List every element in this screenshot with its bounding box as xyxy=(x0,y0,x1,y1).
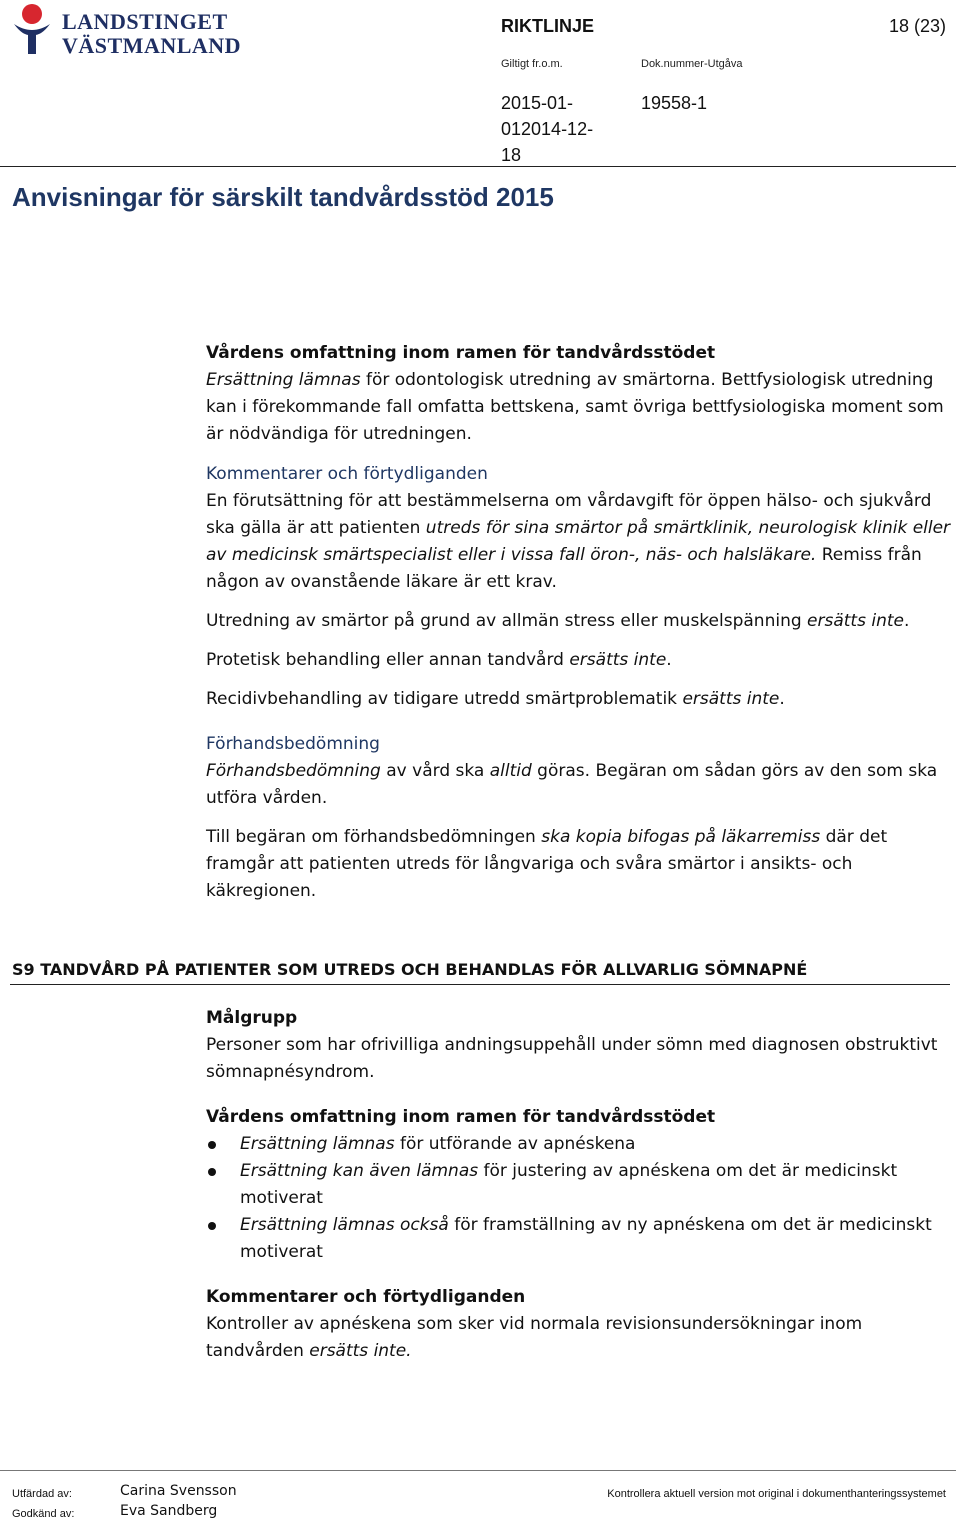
issued-label: Utfärdad av: xyxy=(12,1488,72,1500)
bullet-icon xyxy=(208,1168,216,1176)
bullet-icon xyxy=(208,1222,216,1230)
s9-scope-list xyxy=(206,1131,951,1266)
doc-number: 19558-1 xyxy=(641,93,708,113)
bullet-italic: Ersättning lämnas också xyxy=(240,1215,449,1235)
scope-heading: Vårdens omfattning inom ramen för tandvårdsstödet xyxy=(206,343,716,363)
prior-assessment-paragraph-1 xyxy=(206,758,951,812)
c4-end: . xyxy=(779,689,785,709)
bullet-rest: för framställning av ny apnéskena om det är medicinskt motiverat xyxy=(240,1215,932,1262)
valid-date-line2: 012014-12- xyxy=(501,119,594,139)
target-text: Personer som har ofrivilliga andningsuppehåll under sömn med diagnosen obstruktivt sömnapnésyndrom. xyxy=(206,1035,938,1082)
approved-name: Eva Sandberg xyxy=(120,1503,218,1519)
s9-comment-plain: Kontroller av apnéskena som sker vid normala revisionsundersökningar inom tandvården xyxy=(206,1314,863,1361)
s9-comment-paragraph xyxy=(206,1311,951,1365)
approved-label: Godkänd av: xyxy=(12,1508,75,1520)
scope-paragraph xyxy=(206,367,951,448)
valid-from-label: Giltigt fr.o.m. xyxy=(501,58,563,70)
bullet-italic: Ersättning lämnas xyxy=(240,1134,395,1154)
comment-paragraph-4 xyxy=(206,686,951,713)
p2-plain: Till begäran om förhandsbedömningen xyxy=(206,827,542,847)
p2-end: där det framgår att patienten utreds för långvariga och svåra smärtor i ansikts- och käkregionen. xyxy=(206,827,888,901)
target-heading: Målgrupp xyxy=(206,1008,298,1028)
c4-plain: Recidivbehandling av tidigare utredd smärtproblematik xyxy=(206,689,683,709)
logo-emblem-icon xyxy=(10,2,56,56)
c2-end: . xyxy=(903,611,910,631)
valid-date xyxy=(501,90,593,168)
list-item xyxy=(206,1212,951,1266)
p1-mid: av vård ska xyxy=(380,761,490,781)
logo-line1: LANDSTINGET xyxy=(62,9,228,34)
c2-italic: ersätts inte xyxy=(807,611,904,631)
valid-date-line3: 18 xyxy=(501,145,522,165)
c3-italic: ersätts inte xyxy=(569,650,667,670)
c3-end: . xyxy=(666,650,672,670)
bullet-rest: för justering av apnéskena om det är medicinskt motiverat xyxy=(240,1161,898,1208)
scope-rest: för odontologisk utredning av smärtorna. Bettfysiologisk utredning kan i förekommande fall omfatta bettskena, samt övriga bettfysiologiska moment som är nödvändiga för utredningen. xyxy=(206,370,944,444)
bullet-italic: Ersättning kan även lämnas xyxy=(240,1161,479,1181)
p1-end: göras. Begäran om sådan görs av den som ska utföra vården. xyxy=(206,761,938,808)
p1-italic2: alltid xyxy=(489,761,532,781)
valid-date-line1: 2015-01- xyxy=(501,93,574,113)
s9-scope-heading: Vårdens omfattning inom ramen för tandvårdsstödet xyxy=(206,1107,716,1127)
version-notice: Kontrollera aktuell version mot original i dokumenthanteringssystemet xyxy=(607,1488,946,1500)
footer-rule xyxy=(0,1470,956,1471)
prior-assessment-paragraph-2 xyxy=(206,824,951,905)
header-rule xyxy=(0,166,956,167)
prior-assessment-heading: Förhandsbedömning xyxy=(206,734,380,754)
logo-line2: VÄSTMANLAND xyxy=(62,33,242,58)
s9-body xyxy=(206,1005,951,1365)
list-item xyxy=(206,1158,951,1212)
page-title: Anvisningar för särskilt tandvårdsstöd 2015 xyxy=(12,182,554,212)
c2-plain: Utredning av smärtor på grund av allmän stress eller muskelspänning xyxy=(206,611,808,631)
comment-paragraph-3 xyxy=(206,647,951,674)
prev-section xyxy=(206,340,951,905)
c4-italic: ersätts inte xyxy=(682,689,780,709)
docnum-label: Dok.nummer-Utgåva xyxy=(641,58,743,70)
scope-italic: Ersättning lämnas xyxy=(206,370,361,390)
comments-heading: Kommentarer och förtydliganden xyxy=(206,464,488,484)
c1-italic: utreds för sina smärtor på smärtklinik, neurologisk klinik eller av medicinsk smärtspecialist eller i vissa fall öron-, näs- och halsläkare. xyxy=(206,518,951,565)
s9-comments-heading: Kommentarer och förtydliganden xyxy=(206,1287,526,1307)
s9-title: S9 TANDVÅRD PÅ PATIENTER SOM UTREDS OCH BEHANDLAS FÖR ALLVARLIG SÖMNAPNÉ xyxy=(12,960,808,979)
comment-paragraph-2 xyxy=(206,608,951,635)
c1-plain: En förutsättning för att bestämmelserna om vårdavgift för öppen hälso- och sjukvård ska gälla är att patienten xyxy=(206,491,932,538)
p1-italic: Förhandsbedömning xyxy=(206,761,381,781)
bullet-icon xyxy=(208,1141,216,1149)
logo xyxy=(10,2,242,60)
page-number: 18 (23) xyxy=(888,16,946,36)
s9-rule xyxy=(10,984,950,985)
issued-name: Carina Svensson xyxy=(120,1483,237,1499)
s9-comment-italic: ersätts inte. xyxy=(309,1341,412,1361)
p2-italic: ska kopia bifogas på läkarremiss xyxy=(541,827,821,847)
comment-paragraph-1 xyxy=(206,488,951,596)
bullet-rest: för utförande av apnéskena xyxy=(394,1134,636,1154)
c1-end: Remiss från någon av ovanstående läkare är ett krav. xyxy=(206,545,922,592)
doc-type: RIKTLINJE xyxy=(501,16,595,36)
c3-plain: Protetisk behandling eller annan tandvård xyxy=(206,650,570,670)
list-item xyxy=(206,1131,951,1158)
